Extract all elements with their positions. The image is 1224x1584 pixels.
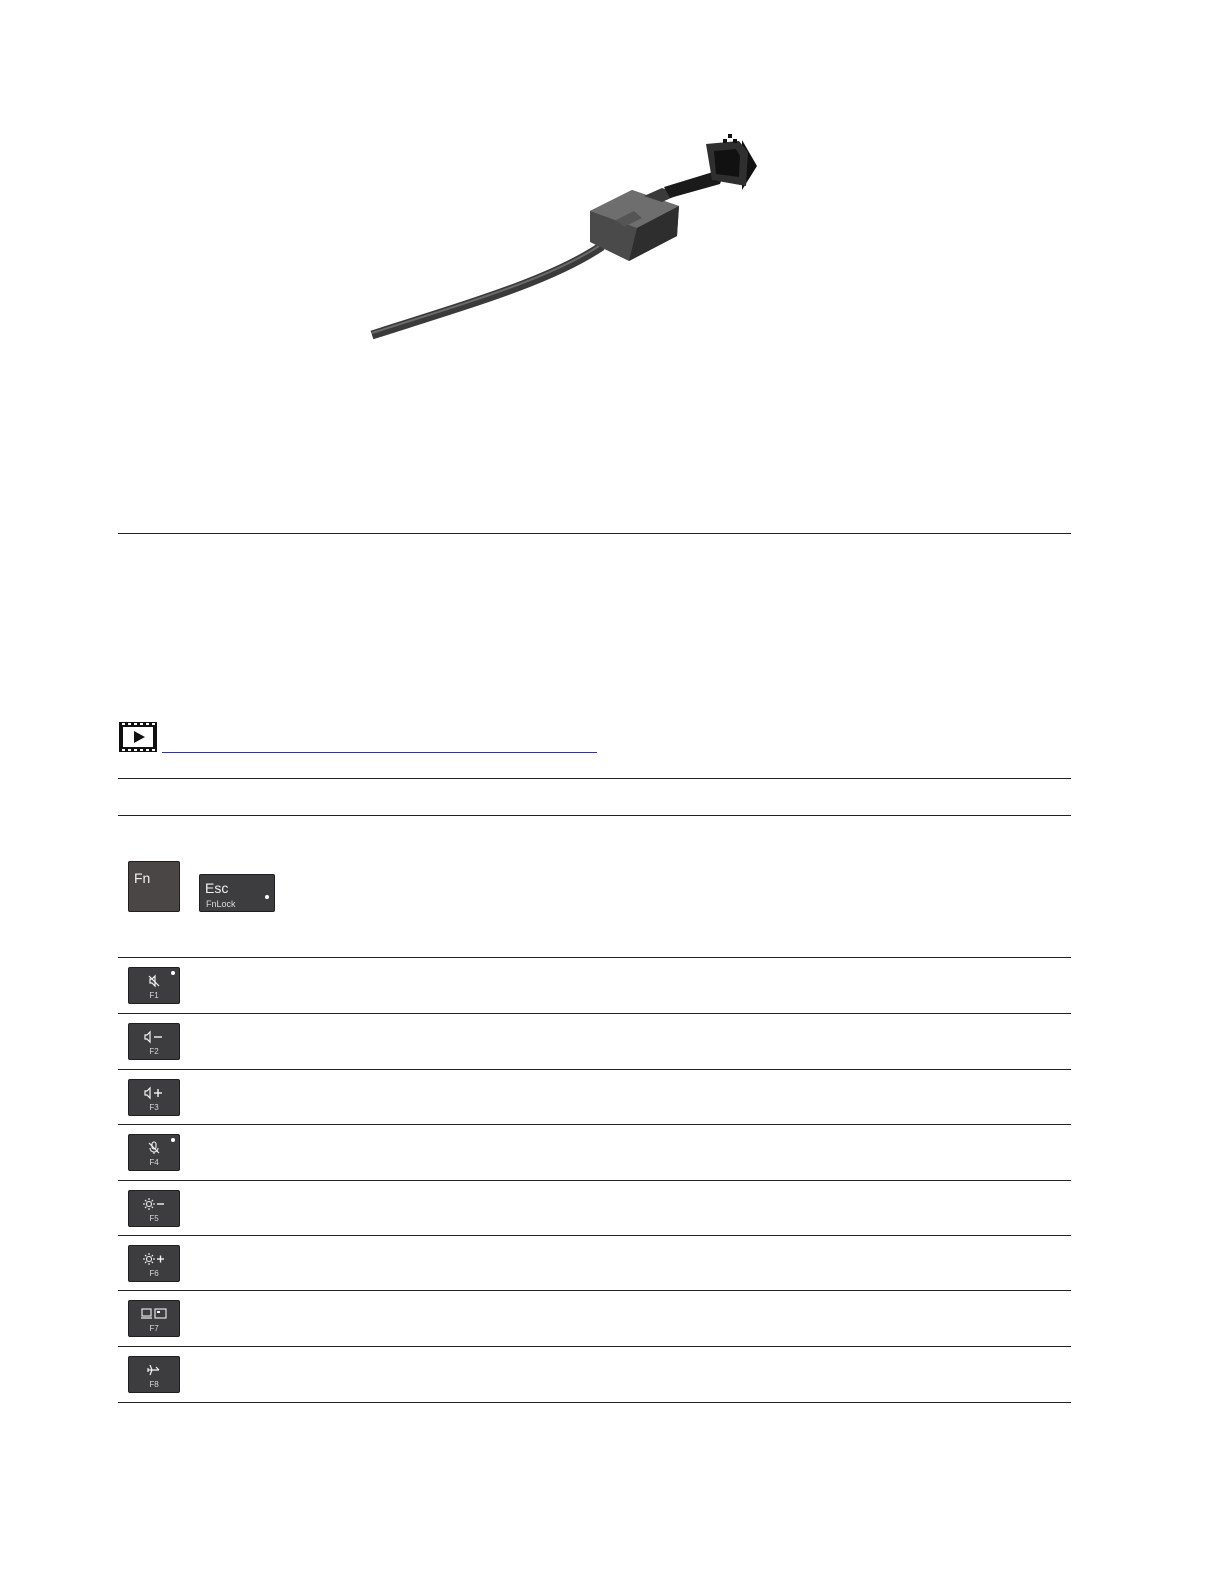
table-row-divider [118, 1235, 1071, 1236]
f4-key-label: F4 [149, 1158, 159, 1167]
f1-key [128, 967, 180, 1004]
fn-key [128, 861, 180, 912]
table-header-border [118, 815, 1071, 816]
brightness-down-icon [129, 1197, 179, 1211]
fn-key-label: Fn [134, 870, 151, 886]
display-switch-icon [129, 1307, 179, 1321]
f5-key-label: F5 [149, 1214, 159, 1223]
table-top-border [118, 778, 1071, 779]
table-row-divider [118, 957, 1071, 958]
section-divider [118, 533, 1071, 534]
microphone-mute-icon [129, 1141, 179, 1155]
video-icon [118, 721, 158, 753]
f6-key [128, 1245, 180, 1282]
table-row-divider [118, 1290, 1071, 1291]
table-row-divider [118, 1069, 1071, 1070]
table-row-divider [118, 1180, 1071, 1181]
esc-key-label: Esc [205, 880, 229, 896]
f7-key [128, 1300, 180, 1337]
airplane-mode-icon [129, 1363, 179, 1377]
fnlock-label: FnLock [206, 899, 236, 909]
volume-down-icon [129, 1030, 179, 1044]
fnlock-indicator-icon [265, 895, 269, 899]
f1-key-label: F1 [149, 991, 159, 1000]
table-row-divider [118, 1013, 1071, 1014]
volume-up-icon [129, 1086, 179, 1100]
f2-key-label: F2 [149, 1047, 159, 1056]
brightness-up-icon [129, 1252, 179, 1266]
f6-key-label: F6 [149, 1269, 159, 1278]
f5-key [128, 1190, 180, 1227]
speaker-mute-icon [129, 974, 179, 988]
f8-key [128, 1356, 180, 1393]
f3-key-label: F3 [149, 1103, 159, 1112]
f3-key [128, 1079, 180, 1116]
f8-key-label: F8 [149, 1380, 159, 1389]
table-row-divider [118, 1346, 1071, 1347]
f4-key [128, 1134, 180, 1171]
table-bottom-border [118, 1402, 1071, 1403]
video-link-underline[interactable] [162, 752, 597, 753]
ethernet-connect-illustration [302, 128, 887, 348]
f7-key-label: F7 [149, 1324, 159, 1333]
table-row-divider [118, 1124, 1071, 1125]
esc-fnlock-key [199, 874, 275, 912]
f2-key [128, 1023, 180, 1060]
